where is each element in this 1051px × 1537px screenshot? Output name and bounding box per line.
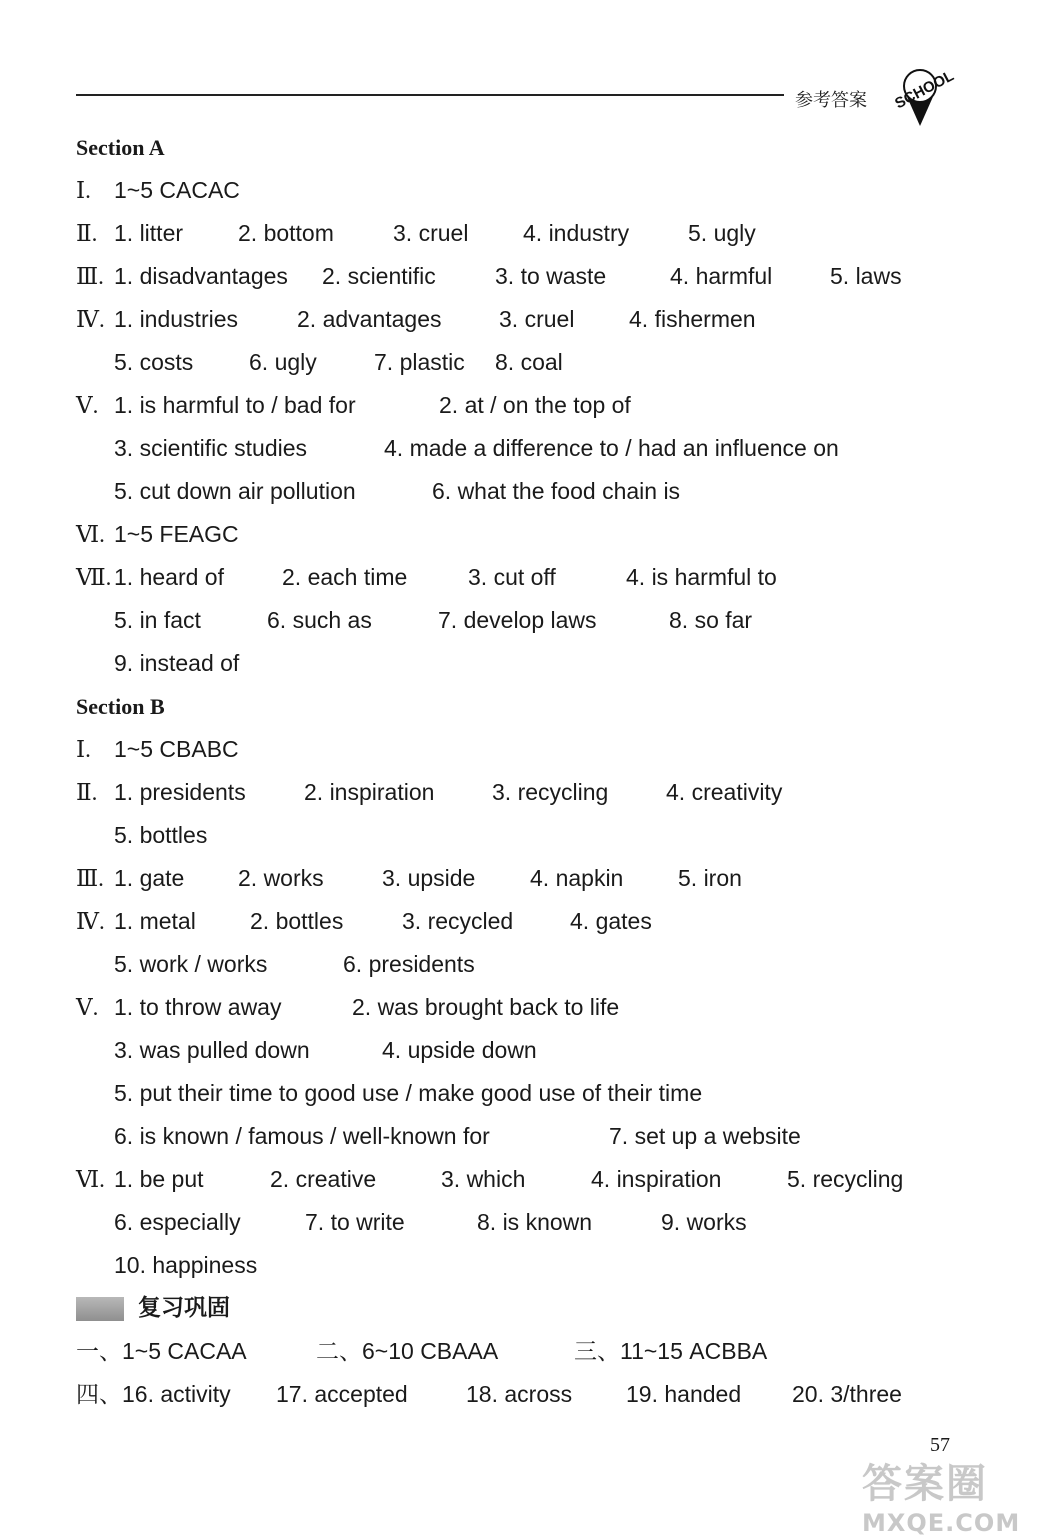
answer-item: 3. to waste	[495, 263, 607, 289]
answer-row	[76, 169, 1016, 212]
answer-item: 10. happiness	[114, 1252, 258, 1278]
roman-numeral: Ⅶ.	[76, 565, 112, 590]
review-answer: 17. accepted	[276, 1381, 408, 1407]
logo-text: SCHOOL	[892, 67, 956, 113]
section-a-title: Section A	[76, 135, 165, 160]
roman-numeral: Ⅲ.	[76, 866, 104, 891]
answer-item: 1~5 CACAC	[114, 177, 240, 203]
section-b-answers	[76, 728, 1016, 1287]
answer-item: 7. plastic	[374, 349, 465, 375]
answer-item: 5. recycling	[787, 1166, 904, 1192]
answer-row	[76, 642, 1016, 685]
roman-numeral: Ⅱ.	[76, 221, 98, 246]
review-answer: 18. across	[466, 1381, 573, 1407]
header-rule	[76, 94, 784, 96]
answer-item: 3. scientific studies	[114, 435, 308, 461]
answer-item: 1~5 CBABC	[114, 736, 239, 762]
answer-item: 2. creative	[270, 1166, 377, 1192]
answer-item: 9. works	[661, 1209, 747, 1235]
answer-item: 4. harmful	[670, 263, 773, 289]
answer-item: 2. at / on the top of	[439, 392, 631, 418]
answer-row	[76, 255, 1016, 298]
watermark	[862, 1452, 1032, 1537]
answer-row	[76, 384, 1016, 427]
roman-numeral: Ⅵ.	[76, 1167, 105, 1192]
answer-item: 3. cut off	[468, 564, 556, 590]
answer-item: 5. ugly	[688, 220, 756, 246]
section-a-answers	[76, 169, 1016, 685]
answer-item: 6. is known / famous / well-known for	[114, 1123, 490, 1149]
roman-numeral: Ⅰ.	[76, 737, 91, 762]
answer-row	[76, 1244, 1016, 1287]
answer-row	[76, 1029, 1016, 1072]
answer-item: 3. recycling	[492, 779, 609, 805]
answer-item: 5. iron	[678, 865, 742, 891]
answer-item: 4. upside down	[382, 1037, 537, 1063]
answer-item: 6. ugly	[249, 349, 317, 375]
answer-item: 5. in fact	[114, 607, 201, 633]
answer-row	[76, 1072, 1016, 1115]
answer-item: 1. metal	[114, 908, 196, 934]
answer-item: 2. each time	[282, 564, 408, 590]
review-row-1	[76, 1330, 1016, 1373]
answer-item: 4. fishermen	[629, 306, 756, 332]
answer-item: 3. was pulled down	[114, 1037, 310, 1063]
answer-row	[76, 1201, 1016, 1244]
answer-item: 1. be put	[114, 1166, 204, 1192]
review-answer: 二、6~10 CBAAA	[316, 1338, 499, 1364]
answer-item: 4. inspiration	[591, 1166, 722, 1192]
answer-item: 5. put their time to good use / make good use of their time	[114, 1080, 703, 1106]
answer-item: 1. litter	[114, 220, 184, 246]
answer-item: 7. develop laws	[438, 607, 597, 633]
answer-item: 5. work / works	[114, 951, 268, 977]
roman-numeral: Ⅴ.	[76, 393, 99, 418]
answer-item: 2. was brought back to life	[352, 994, 620, 1020]
roman-numeral: Ⅲ.	[76, 264, 104, 289]
answer-row	[76, 298, 1016, 341]
answer-row	[76, 1115, 1016, 1158]
answer-item: 1. heard of	[114, 564, 224, 590]
answer-item: 8. coal	[495, 349, 563, 375]
review-answer: 19. handed	[626, 1381, 742, 1407]
answer-item: 6. presidents	[343, 951, 475, 977]
answer-content	[76, 126, 1016, 1416]
answer-item: 4. industry	[523, 220, 630, 246]
review-answer: 四、16. activity	[76, 1381, 231, 1407]
answer-item: 1. disadvantages	[114, 263, 288, 289]
answer-row	[76, 599, 1016, 642]
answer-row	[76, 1158, 1016, 1201]
answer-row	[76, 857, 1016, 900]
answer-item: 6. what the food chain is	[432, 478, 681, 504]
answer-item: 2. inspiration	[304, 779, 435, 805]
header-title: 参考答案	[795, 90, 867, 111]
answer-item: 5. costs	[114, 349, 194, 375]
answer-item: 1. gate	[114, 865, 185, 891]
review-bar-icon	[76, 1297, 124, 1321]
answer-row	[76, 728, 1016, 771]
answer-row	[76, 341, 1016, 384]
answer-item: 3. recycled	[402, 908, 514, 934]
answer-item: 1. industries	[114, 306, 239, 332]
watermark-line-2: MXQE.COM	[862, 1509, 1021, 1537]
review-title: 复习巩固	[138, 1295, 230, 1321]
answer-row	[76, 986, 1016, 1029]
answer-item: 9. instead of	[114, 650, 240, 676]
roman-numeral: Ⅴ.	[76, 995, 99, 1020]
answer-item: 4. napkin	[530, 865, 624, 891]
review-answer: 三、11~15 ACBBA	[574, 1338, 768, 1364]
review-answer: 20. 3/three	[792, 1381, 902, 1407]
answer-row	[76, 556, 1016, 599]
answer-item: 3. cruel	[499, 306, 575, 332]
answer-item: 6. especially	[114, 1209, 241, 1235]
answer-item: 4. made a difference to / had an influence on	[384, 435, 839, 461]
roman-numeral: Ⅰ.	[76, 178, 91, 203]
answer-item: 2. bottom	[238, 220, 334, 246]
answer-item: 5. laws	[830, 263, 902, 289]
page-number: 57	[930, 1434, 950, 1456]
answer-item: 8. so far	[669, 607, 753, 633]
review-answer: 一、1~5 CACAA	[76, 1338, 247, 1364]
answer-item: 3. upside	[382, 865, 476, 891]
answer-item: 5. cut down air pollution	[114, 478, 356, 504]
answer-item: 4. creativity	[666, 779, 783, 805]
review-row-2	[76, 1373, 1016, 1416]
answer-row	[76, 814, 1016, 857]
answer-row	[76, 513, 1016, 556]
answer-item: 7. to write	[305, 1209, 405, 1235]
roman-numeral: Ⅳ.	[76, 307, 105, 332]
watermark-line-1: 答案圈	[862, 1461, 988, 1507]
roman-numeral: Ⅳ.	[76, 909, 105, 934]
answer-item: 7. set up a website	[609, 1123, 801, 1149]
roman-numeral: Ⅵ.	[76, 522, 105, 547]
answer-item: 4. is harmful to	[626, 564, 777, 590]
answer-item: 1~5 FEAGC	[114, 521, 239, 547]
answer-item: 2. advantages	[297, 306, 442, 332]
answer-row	[76, 771, 1016, 814]
answer-item: 3. cruel	[393, 220, 469, 246]
answer-item: 1. to throw away	[114, 994, 282, 1020]
answer-row	[76, 427, 1016, 470]
answer-item: 2. scientific	[322, 263, 436, 289]
roman-numeral: Ⅱ.	[76, 780, 98, 805]
answer-item: 8. is known	[477, 1209, 593, 1235]
answer-row	[76, 212, 1016, 255]
answer-row	[76, 470, 1016, 513]
answer-row	[76, 900, 1016, 943]
answer-row	[76, 943, 1016, 986]
answer-item: 1. presidents	[114, 779, 246, 805]
answer-item: 4. gates	[570, 908, 652, 934]
answer-item: 3. which	[441, 1166, 526, 1192]
answer-item: 5. bottles	[114, 822, 208, 848]
section-b-title: Section B	[76, 694, 165, 719]
answer-item: 1. is harmful to / bad for	[114, 392, 356, 418]
answer-item: 6. such as	[267, 607, 372, 633]
school-pin-logo	[884, 62, 956, 128]
review-heading	[76, 1287, 1016, 1330]
answer-item: 2. works	[238, 865, 324, 891]
answer-item: 2. bottles	[250, 908, 344, 934]
